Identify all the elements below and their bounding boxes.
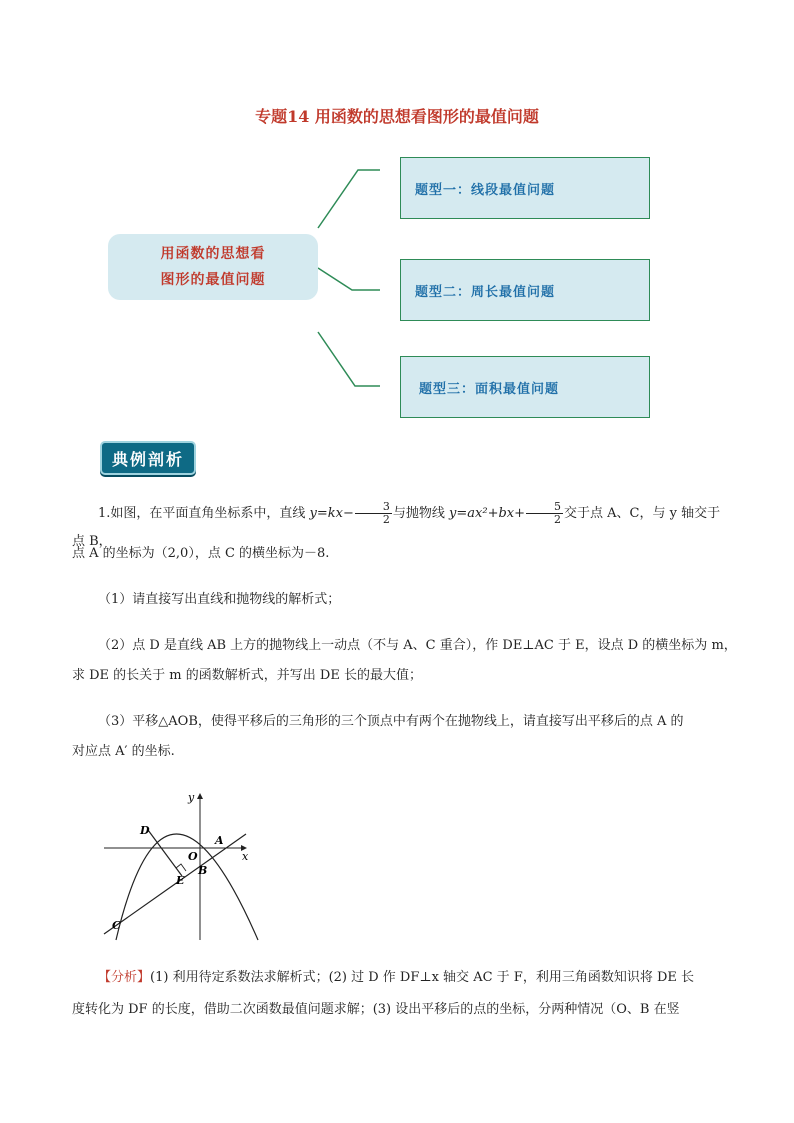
question-2-line-2: 求 DE 的长关于 m 的函数解析式，并写出 DE 长的最大值； (72, 668, 422, 683)
label-a: A (215, 834, 224, 847)
topic-label-1: 题型一：线段最值问题 (415, 182, 556, 198)
fraction-5-2: $\frac{5}{2}$ (526, 501, 563, 526)
topic-label-3: 题型三：面积最值问题 (419, 381, 560, 397)
coordinate-figure (96, 788, 266, 948)
analysis-line-1 (98, 964, 738, 992)
connector-topic-1 (318, 170, 380, 228)
center-line-2: 图形的最值问题 (160, 272, 266, 288)
label-d: D (140, 824, 150, 837)
analysis-line-2: 度转化为 DF 的长度，借助二次函数最值问题求解；(3) 设出平移后的点的坐标，分两种情况（O、B 在竖 (72, 1002, 680, 1017)
label-y: y (188, 791, 195, 804)
minus-sign: − (343, 506, 354, 521)
label-e: E (176, 874, 185, 887)
parabola-equation: y=ax²+bx+ (449, 506, 526, 521)
problem-text-a: 1.如图，在平面直角坐标系中，直线 (98, 506, 310, 521)
line-equation: y=kx (309, 506, 343, 521)
analysis-text-1: (1) 利用待定系数法求解析式；(2) 过 D 作 DF⊥x 轴交 AC 于 F，利用三角函数知识将 DE 长 (150, 970, 694, 985)
center-line-1: 用函数的思想看 (160, 246, 266, 262)
mindmap-center-node (108, 234, 318, 300)
page-title: 专题14 用函数的思想看图形的最值问题 (255, 107, 539, 126)
fraction-3-2: $\frac{3}{2}$ (355, 501, 392, 526)
question-3-line-1: （3）平移△AOB，使得平移后的三角形的三个顶点中有两个在抛物线上，请直接写出平移后的点 A 的 (98, 714, 684, 729)
mindmap-connectors (0, 0, 794, 440)
problem-text-b: 与抛物线 (392, 506, 450, 521)
parabola-curve (116, 834, 258, 940)
label-b: B (198, 864, 208, 877)
topic-label-2: 题型二：周长最值问题 (415, 284, 556, 300)
question-2-line-1: （2）点 D 是直线 AB 上方的抛物线上一动点（不与 A、C 重合），作 DE⊥AC 于 E，设点 D 的横坐标为 m， (98, 638, 737, 653)
analysis-tag: 【分析】 (98, 970, 151, 985)
topic-box-1 (400, 157, 650, 219)
label-c: C (112, 919, 121, 932)
label-x: x (242, 850, 249, 863)
label-o: O (188, 850, 198, 863)
topic-box-2 (400, 259, 650, 321)
question-3-line-2: 对应点 A′ 的坐标. (72, 744, 175, 759)
section-badge: 典例剖析 (100, 441, 196, 475)
problem-text-c: 交于点 A、C，与 y 轴交于点 B， (72, 506, 721, 549)
topic-box-3 (400, 356, 650, 418)
line-ac (104, 834, 246, 934)
problem-point-a: 点 A 的坐标为（2,0），点 C 的横坐标为－8. (72, 546, 330, 561)
question-1: （1）请直接写出直线和抛物线的解析式； (98, 592, 341, 607)
connector-topic-2 (318, 268, 380, 290)
connector-topic-3 (318, 332, 380, 386)
